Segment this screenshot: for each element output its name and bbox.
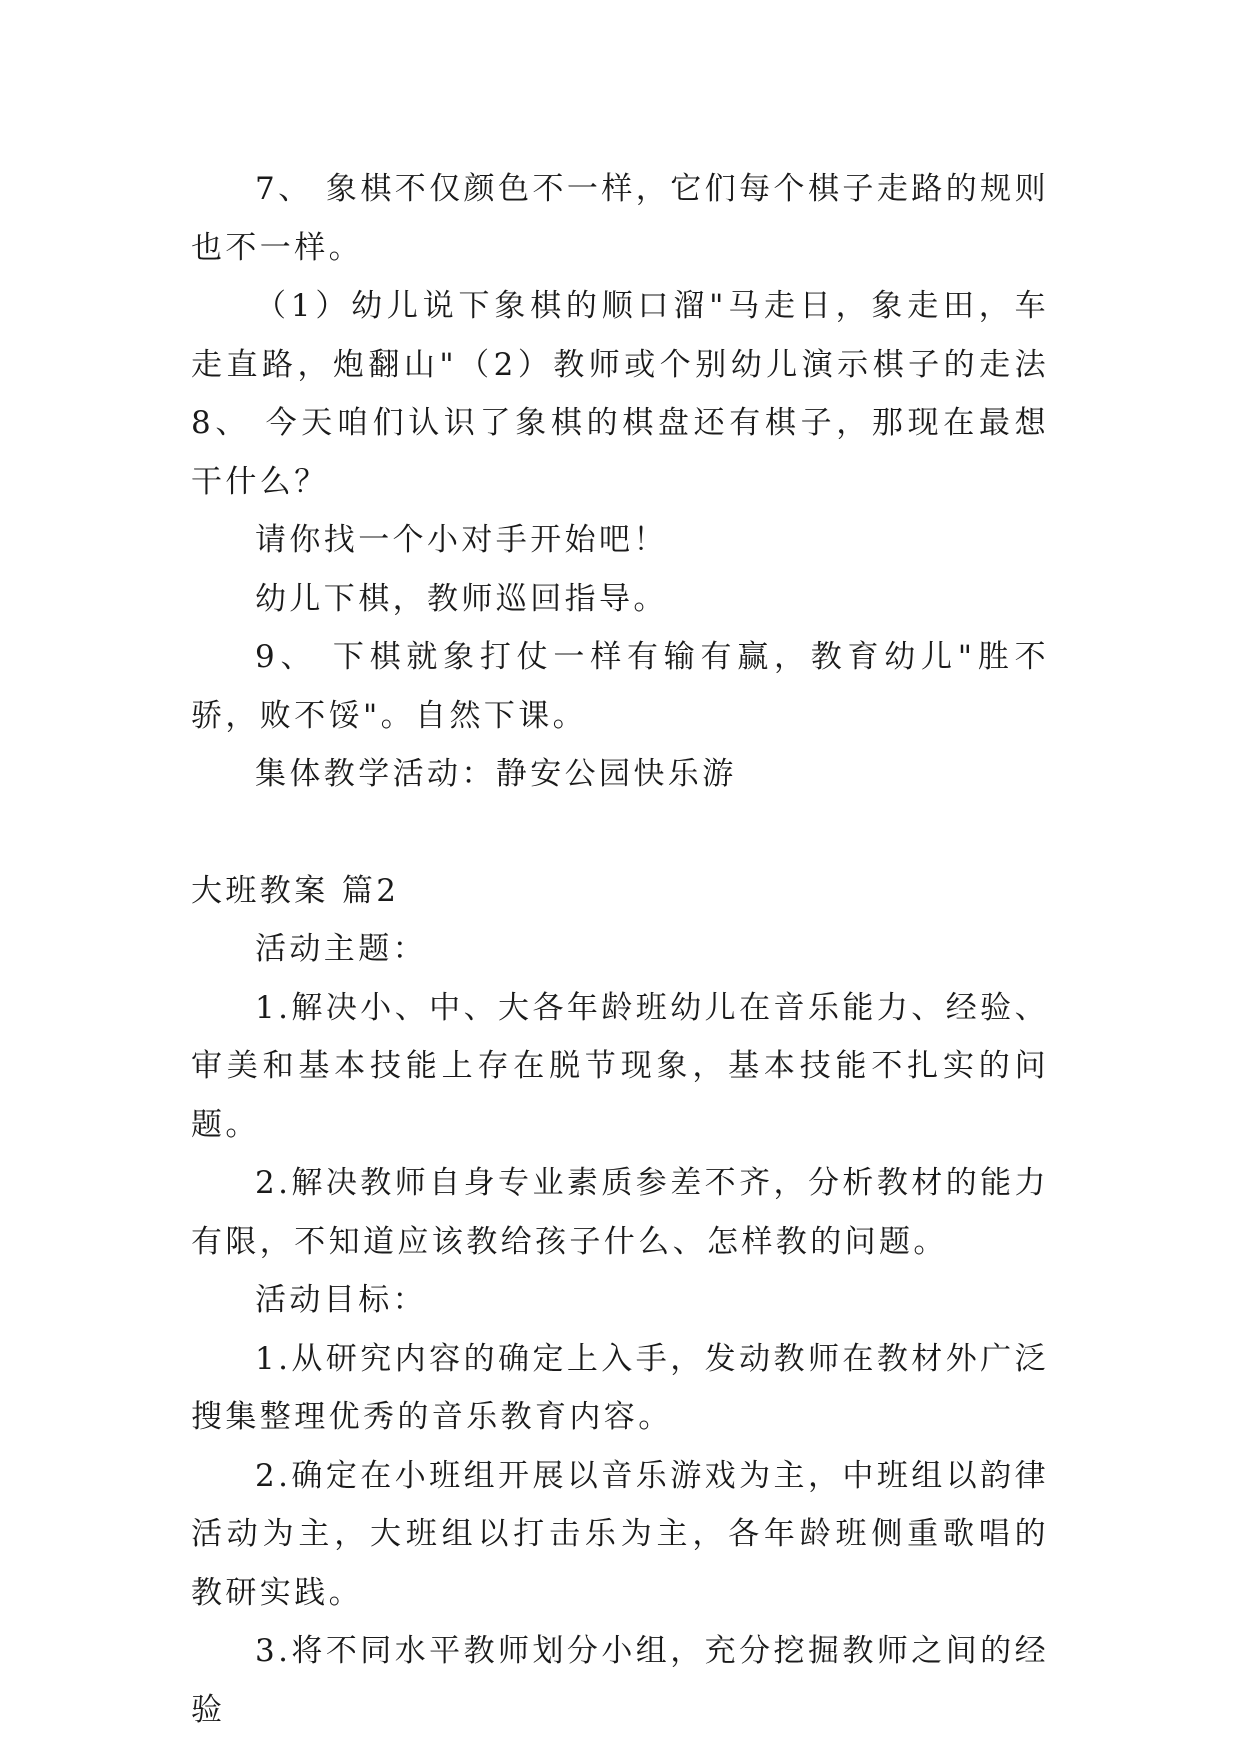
- paragraph-activity-goals-label: 活动目标：: [255, 1282, 427, 1318]
- paragraph-step-7: 7、 象棋不仅颜色不一样，它们每个棋子走路的规则也不一样。: [191, 171, 1049, 266]
- paragraph-activity-theme-label: 活动主题：: [255, 931, 427, 967]
- paragraph-step-9: 9、 下棋就象打仗一样有输有赢，教育幼儿"胜不骄，败不馁"。自然下课。: [191, 639, 1049, 734]
- paragraph-theme-1: 1.解决小、中、大各年龄班幼儿在音乐能力、经验、审美和基本技能上存在脱节现象，基本技能不扎实的问题。: [191, 989, 1049, 1143]
- paragraph-goal-2: 2.确定在小班组开展以音乐游戏为主，中班组以韵律活动为主，大班组以打击乐为主，各年龄班侧重歌唱的教研实践。: [191, 1457, 1049, 1611]
- paragraph-theme-2: 2.解决教师自身专业素质参差不齐，分析教材的能力有限，不知道应该教给孩子什么、怎样教的问题。: [191, 1165, 1049, 1260]
- section-heading: 大班教案 篇2: [191, 872, 400, 909]
- paragraph-group-activity: 集体教学活动：静安公园快乐游: [255, 756, 737, 792]
- paragraph-children-play: 幼儿下棋，教师巡回指导。: [255, 580, 668, 617]
- paragraph-goal-3: 3.将不同水平教师划分小组，充分挖掘教师之间的经验: [191, 1633, 1049, 1728]
- paragraph-rhyme-and-step-8: （1）幼儿说下象棋的顺口溜"马走日，象走田，车走直路，炮翻山"（2）教师或个别幼儿演示棋子的走法8、 今天咱们认识了象棋的棋盘还有棋子，那现在最想干什么？: [191, 288, 1049, 500]
- section-spacer: [191, 804, 1049, 862]
- paragraph-find-opponent: 请你找一个小对手开始吧！: [255, 522, 668, 558]
- document-body: [191, 160, 1049, 1739]
- paragraph-goal-1: 1.从研究内容的确定上入手，发动教师在教材外广泛搜集整理优秀的音乐教育内容。: [191, 1340, 1049, 1435]
